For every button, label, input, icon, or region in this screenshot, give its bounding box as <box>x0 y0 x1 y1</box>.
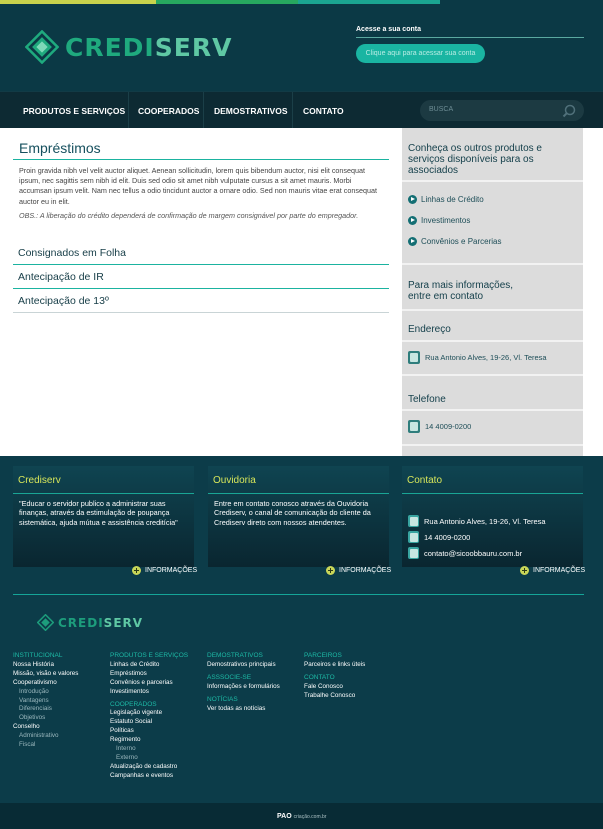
logo-wordmark <box>65 33 232 62</box>
nav-item-cooperados[interactable]: COOPERADOS <box>138 105 200 116</box>
footer-logo-b: SERV <box>103 615 144 630</box>
site-logo[interactable] <box>25 30 232 64</box>
arrow-right-icon <box>408 195 417 204</box>
footer-heading[interactable]: DEMOSTRATIVOS <box>207 652 263 659</box>
footer-link[interactable]: Políticas <box>110 727 134 735</box>
contact-email-text: contato@sicoobbauru.com.br <box>424 548 523 558</box>
search-box[interactable] <box>420 100 584 121</box>
nav-item-produtos[interactable]: PRODUTOS E SERVIÇOS <box>23 105 126 116</box>
footer-link[interactable]: Convênios e parcerias <box>110 678 173 686</box>
accordion-label: Consignados em Folha <box>18 247 126 259</box>
footer-heading[interactable]: ASSSOCIE-SE <box>207 673 252 681</box>
footer-link[interactable]: Empréstimos <box>110 669 147 677</box>
footer-heading[interactable]: PRODUTOS E SERVIÇOS <box>110 652 189 659</box>
account-title: Acesse a sua conta <box>356 26 421 33</box>
footer-sublink[interactable]: Externo <box>116 753 138 761</box>
phone-icon <box>408 420 420 433</box>
footer-link[interactable]: Fale Conosco <box>304 682 343 690</box>
main-content <box>0 128 603 456</box>
sidebar-separator <box>402 340 583 342</box>
sidebar-phone-heading: Telefone <box>408 394 446 405</box>
footer-link[interactable]: Linhas de Crédito <box>110 660 160 668</box>
sidebar-link-convenios[interactable] <box>408 237 501 246</box>
accordion-item-antecipacao-ir[interactable] <box>13 265 389 289</box>
nav-item-demostrativos[interactable]: DEMOSTRATIVOS <box>214 105 288 116</box>
contact-email[interactable] <box>408 547 522 559</box>
nav-item-contato[interactable]: CONTATO <box>303 105 344 116</box>
footer-sublink[interactable]: Diferenciais <box>19 705 52 713</box>
sidebar-link-label: Investimentos <box>421 216 471 225</box>
main-nav <box>0 91 603 128</box>
article-paragraph: Proin gravida nibh vel velit auctor aliquet. Aenean sollicitudin, lorem quis bibendum auctor, nisi elit consequat ipsum, nec sagittis sem nibh id elit. Duis sed odio sit amet nibh vulputate cursus a sit amet mauris. Morbi accumsan ipsum velit. Nam nec tellus a odio tincidunt auctor a ornare odio. Sed non mauris vitae erat consequat auctor eu in elit. <box>19 166 377 206</box>
accordion-item-consignados[interactable] <box>13 241 389 265</box>
info-blocks <box>0 456 603 593</box>
accordion-label: Antecipação de 13º <box>18 295 109 307</box>
block-title: Contato <box>407 475 443 486</box>
more-info-label: INFORMAÇÕES <box>145 567 198 574</box>
sidebar-info-heading: Para mais informações, entre em contato <box>408 280 514 302</box>
accordion-label: Antecipação de IR <box>18 271 104 283</box>
contact-phone <box>408 531 470 543</box>
plus-icon <box>132 566 141 575</box>
footer-col <box>110 652 188 781</box>
search-icon[interactable] <box>561 103 577 119</box>
footer-sublink[interactable]: Interno <box>116 745 136 753</box>
plus-icon <box>520 566 529 575</box>
nav-separator <box>292 92 293 129</box>
footer-link[interactable]: Parceiros e links úteis <box>304 660 366 668</box>
block-text: Entre em contato conosco através da Ouvidoria Crediserv, o canal de comunicação do cliente da Crediserv direto com nossos atendentes. <box>214 499 371 527</box>
map-icon <box>408 515 419 527</box>
contact-address <box>408 515 546 527</box>
sidebar-separator <box>402 444 583 446</box>
bottom-bar <box>0 803 603 829</box>
phone-icon <box>408 531 419 543</box>
credit-link[interactable] <box>277 813 326 820</box>
header <box>0 4 603 91</box>
logo-text-b: SERV <box>154 32 233 62</box>
footer-logo-wordmark <box>58 616 143 630</box>
block-crediserv <box>13 466 194 567</box>
footer-sublink[interactable]: Vantagens <box>19 696 49 704</box>
footer-sublink[interactable]: Introdução <box>19 687 49 695</box>
sidebar-link-label: Convênios e Parcerias <box>421 237 502 246</box>
sidebar-address <box>408 351 547 364</box>
footer-link[interactable]: Regimento <box>110 736 141 744</box>
arrow-right-icon <box>408 237 417 246</box>
footer-logo[interactable] <box>37 614 143 631</box>
footer-heading[interactable]: NOTÍCIAS <box>207 695 238 703</box>
footer-link[interactable]: Legislação vigente <box>110 709 163 717</box>
footer-link[interactable]: Investimentos <box>110 687 149 695</box>
sidebar-separator <box>402 374 583 376</box>
sidebar-products-heading: Conheça os outros produtos e serviços disponíveis para os associados <box>408 143 542 176</box>
footer-link[interactable]: Ver todas as notícias <box>207 704 266 712</box>
sidebar-separator <box>402 309 583 311</box>
sidebar-phone-text: 14 4009-0200 <box>425 422 472 431</box>
block-title: Crediserv <box>18 475 61 486</box>
block-text: "Educar o servidor publico a administrar suas finanças, através da estimulação de poupança sistemática, ajuda mútua e assistência creditícia" <box>19 499 178 527</box>
plus-icon <box>326 566 335 575</box>
nav-separator <box>203 92 204 129</box>
article-note: OBS.: A liberação do crédito dependerá de confirmação de margem consignável por parte do empregador. <box>19 211 359 220</box>
sidebar-separator <box>402 263 583 265</box>
sidebar-separator <box>402 409 583 411</box>
diamond-logo-icon <box>25 30 59 64</box>
footer-link[interactable]: Estatuto Social <box>110 718 153 726</box>
footer-heading[interactable]: INSTITUCIONAL <box>13 652 63 659</box>
footer-sublink[interactable]: Fiscal <box>19 741 36 749</box>
sidebar-address-text: Rua Antonio Alves, 19-26, Vl. Teresa <box>425 353 547 362</box>
block-divider <box>208 493 389 494</box>
footer-sublink[interactable]: Objetivos <box>19 714 46 722</box>
more-info-label: INFORMAÇÕES <box>533 567 586 574</box>
footer-logo-a: CREDI <box>58 615 104 630</box>
account-divider <box>356 37 584 38</box>
footer-link[interactable]: Demostrativos principais <box>207 660 276 668</box>
footer-link[interactable]: Campanhas e eventos <box>110 771 174 779</box>
contact-phone-text: 14 4009-0200 <box>424 532 471 542</box>
sidebar-separator <box>402 180 583 182</box>
footer-col <box>13 652 78 750</box>
footer-link[interactable]: Trabalhe Conosco <box>304 691 356 699</box>
logo-text-a: CREDI <box>65 32 155 62</box>
footer-col <box>207 652 280 713</box>
sidebar-phone <box>408 420 471 433</box>
credit-text: criação.com.br <box>293 813 327 820</box>
footer-link[interactable]: Nossa História <box>13 660 54 668</box>
footer-link[interactable]: Atualização de cadastro <box>110 762 178 770</box>
footer-sublink[interactable]: Administrativo <box>19 732 59 740</box>
block-ouvidoria <box>208 466 389 567</box>
search-input[interactable]: BUSCA <box>429 106 454 113</box>
sidebar-link-investimentos[interactable] <box>408 216 470 225</box>
arrow-right-icon <box>408 216 417 225</box>
sidebar <box>402 128 583 456</box>
footer-heading[interactable]: PARCEIROS <box>304 652 342 659</box>
sidebar-link-label: Linhas de Crédito <box>421 195 484 204</box>
more-info-link[interactable] <box>520 566 585 575</box>
footer-heading[interactable]: COOPERADOS <box>110 700 157 708</box>
footer-link[interactable]: Conselho <box>13 723 40 731</box>
title-divider <box>13 159 389 160</box>
footer-heading[interactable]: CONTATO <box>304 673 335 681</box>
contact-address-text: Rua Antonio Alves, 19-26, Vl. Teresa <box>424 516 546 526</box>
block-contato <box>402 466 583 567</box>
credit-logo: PAO <box>277 813 292 820</box>
account-access-button[interactable]: Clique aqui para acessar sua conta <box>356 44 485 63</box>
map-icon <box>408 351 420 364</box>
footer-divider <box>13 594 584 595</box>
block-title: Ouvidoria <box>213 475 256 486</box>
diamond-logo-icon <box>37 614 54 631</box>
sidebar-address-heading: Endereço <box>408 324 451 335</box>
page-title: Empréstimos <box>19 140 101 156</box>
more-info-link[interactable] <box>132 566 197 575</box>
footer-link[interactable]: Cooperativismo <box>13 678 57 686</box>
block-divider <box>402 493 583 494</box>
footer-link[interactable]: Informações e formulários <box>207 682 280 690</box>
mail-icon <box>408 547 419 559</box>
nav-separator <box>128 92 129 129</box>
footer-link[interactable]: Missão, visão e valores <box>13 669 79 677</box>
block-divider <box>13 493 194 494</box>
sidebar-link-linhas-credito[interactable] <box>408 195 484 204</box>
more-info-link[interactable] <box>326 566 391 575</box>
footer-col <box>304 652 365 701</box>
more-info-label: INFORMAÇÕES <box>339 567 392 574</box>
accordion-item-antecipacao-13[interactable] <box>13 289 389 313</box>
